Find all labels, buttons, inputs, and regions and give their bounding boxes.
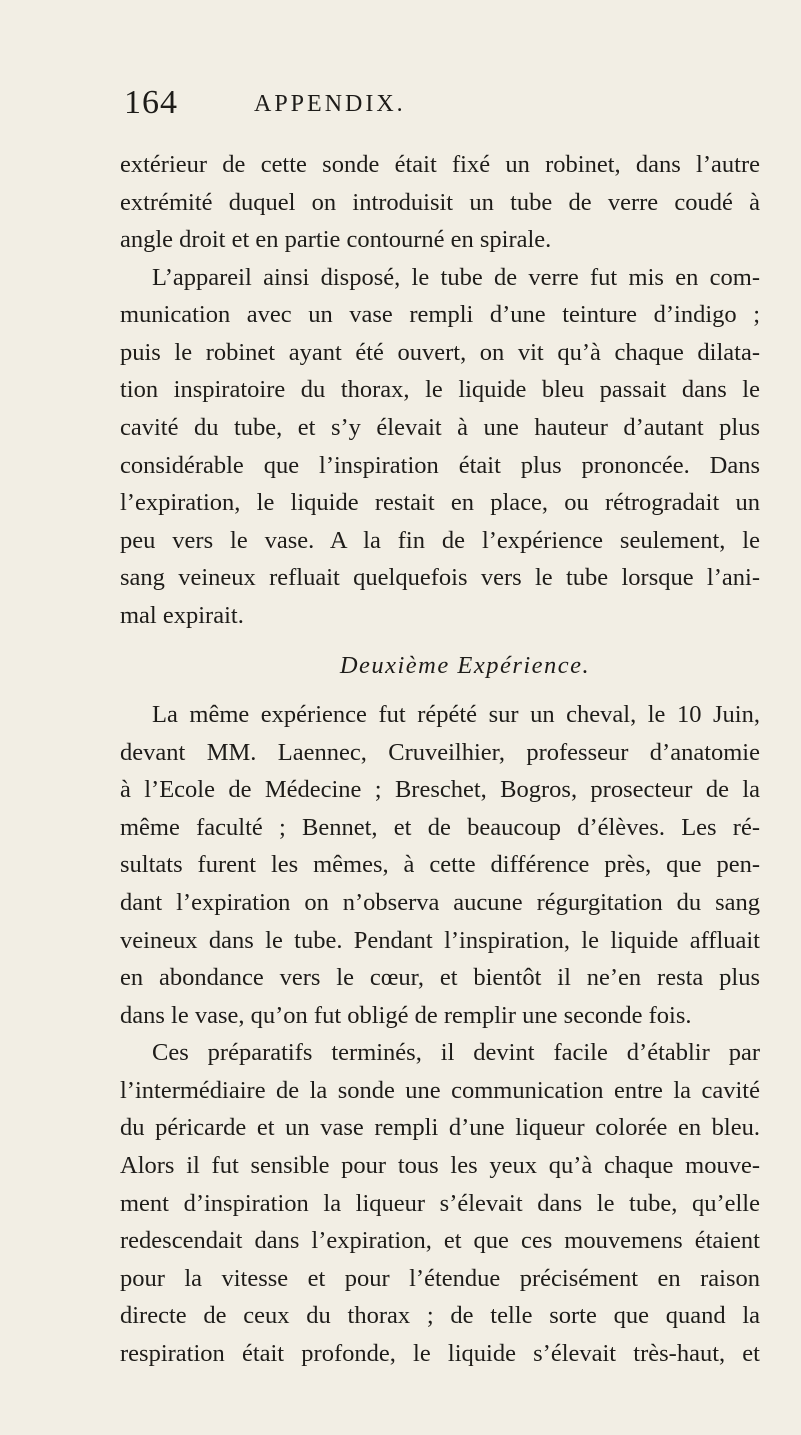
text-line: du péricarde et un vase rempli d’une liqueur colorée en bleu. (120, 1114, 760, 1142)
text-line: même faculté ; Bennet, et de beaucoup d’élèves. Les ré- (120, 813, 760, 841)
text-line: puis le robinet ayant été ouvert, on vit qu’à chaque dilata- (120, 338, 760, 366)
text-line: L’appareil ainsi disposé, le tube de verre fut mis en com- (152, 263, 760, 291)
text-line: Ces préparatifs terminés, il devint facile d’établir par (152, 1039, 760, 1067)
text-line: extrémité duquel on introduisit un tube de verre coudé à (120, 188, 760, 216)
text-line: angle droit et en partie contourné en spirale. (120, 226, 552, 254)
text-line: cavité du tube, et s’y élevait à une hauteur d’autant plus (120, 414, 760, 442)
text-line: mal expirait. (120, 601, 244, 629)
page-number: 164 (124, 84, 178, 121)
text-line: directe de ceux du thorax ; de telle sorte que quand la (120, 1302, 760, 1330)
text-line: en abondance vers le cœur, et bientôt il ne’en resta plus (120, 964, 760, 992)
text-line: pour la vitesse et pour l’étendue précisément en raison (120, 1264, 760, 1292)
text-line: extérieur de cette sonde était fixé un robinet, dans l’autre (120, 151, 760, 178)
text-line: sultats furent les mêmes, à cette différence près, que pen- (120, 851, 760, 879)
text-line: La même expérience fut répété sur un cheval, le 10 Juin, (152, 701, 760, 729)
text-line: redescendait dans l’expiration, et que ces mouvemens étaient (120, 1227, 760, 1255)
text-line: tion inspiratoire du thorax, le liquide bleu passait dans le (120, 376, 760, 404)
text-line: respiration était profonde, le liquide s’élevait très-haut, et (120, 1339, 760, 1367)
running-head (124, 84, 684, 124)
text-line: sang veineux refluait quelquefois vers le tube lorsque l’ani- (120, 564, 760, 592)
text-line: peu vers le vase. A la fin de l’expérience seulement, le (120, 526, 760, 554)
text-line: munication avec un vase rempli d’une teinture d’indigo ; (120, 301, 760, 329)
text-line: considérable que l’inspiration était plus prononcée. Dans (120, 451, 760, 479)
text-line: ment d’inspiration la liqueur s’élevait dans le tube, qu’elle (120, 1189, 760, 1217)
text-line: l’expiration, le liquide restait en place, ou rétrogradait un (120, 489, 760, 517)
text-line: l’intermédiaire de la sonde une communication entre la cavité (120, 1076, 760, 1104)
body-text (120, 146, 760, 1373)
text-line: veineux dans le tube. Pendant l’inspiration, le liquide affluait (120, 926, 760, 954)
text-line: à l’Ecole de Médecine ; Breschet, Bogros, prosecteur de la (120, 776, 760, 804)
text-line: devant MM. Laennec, Cruveilhier, professeur d’anatomie (120, 738, 760, 766)
text-line: dant l’expiration on n’observa aucune régurgitation du sang (120, 888, 760, 916)
section-heading: Deuxième Expérience. (339, 651, 591, 679)
text-line: Alors il fut sensible pour tous les yeux qu’à chaque mouve- (120, 1152, 760, 1180)
running-title: APPENDIX. (254, 91, 406, 117)
text-line: dans le vase, qu’on fut obligé de remplir une seconde fois. (120, 1001, 692, 1029)
